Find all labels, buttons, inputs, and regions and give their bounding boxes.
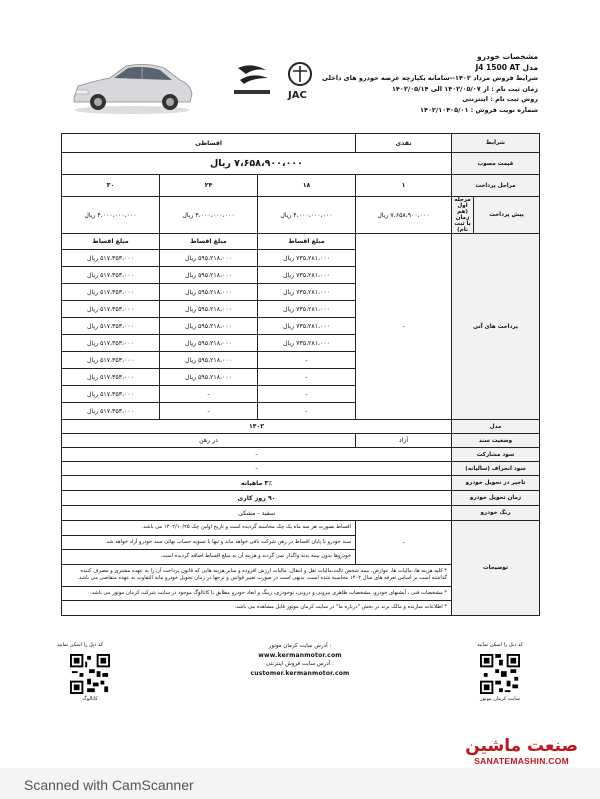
price-table xyxy=(61,133,540,616)
cash-future-dash: - xyxy=(356,234,452,420)
first-stage-text: مرحله اول xyxy=(454,197,471,209)
inst-cell: ۵۱۷،۳۵۳،۰۰۰ ریال xyxy=(62,335,160,352)
inst-cell: - xyxy=(258,403,356,420)
inst-cell: ۵۹۵،۲۱۸،۰۰۰ ریال xyxy=(160,352,258,369)
payment-stages-row xyxy=(62,175,540,197)
inst-amount-header: مبلغ اقساط xyxy=(160,234,258,250)
qr-code-website[interactable] xyxy=(480,654,520,694)
inst-cell: ۷۳۵،۲۸۱،۰۰۰ ریال xyxy=(258,267,356,284)
inst-cell: ۵۹۵،۲۱۸،۰۰۰ ریال xyxy=(160,267,258,284)
watermark-english: SANATEMASHIN.COM xyxy=(474,756,570,766)
approved-price-row xyxy=(62,153,540,175)
sales-label: آدرس سایت فروش اینترنتی : xyxy=(266,661,334,667)
label-approved-price: قیمت مصوب xyxy=(452,153,540,175)
inst-cell: ۵۱۷،۳۵۳،۰۰۰ ریال xyxy=(62,284,160,301)
label-prepayment: پیش پرداخت xyxy=(474,197,540,234)
watermark xyxy=(465,736,578,766)
installment-header-row xyxy=(62,234,540,250)
prepayment-row xyxy=(62,197,540,234)
label-conditions: شرایط xyxy=(452,134,540,153)
cash-header: نقدی xyxy=(356,134,452,153)
inst-cell: ۵۱۷،۳۵۳،۰۰۰ ریال xyxy=(62,369,160,386)
note-general: * کلیه هزینه ها، مالیات ها، عوارض، بیمه شخص ثالث،مالیات نقل و انتقال، مالیات ارزش افزوده و سایر هزینه هایی که قانون پرداخت آن را به عهده مشتری و مصرف کننده گذاشته است بر اساس تعرفه های سال ۱۴۰۲ محاسبه شده است، بدیهی است در صورت تغییر قوانین و نرخها در زمان تحویل خودرو مابه التفاوت به عهده متقاضی می باشد. xyxy=(62,564,452,586)
color-row xyxy=(62,506,540,521)
doc-status-cash: آزاد xyxy=(356,434,452,448)
note-installment: خودروها بدون بیمه بدنه واگذار نمی گردند و هزینه آن به مبلغ اقساط اضافه گردیده است. xyxy=(62,550,356,565)
inst-cell: ۵۹۵،۲۱۸،۰۰۰ ریال xyxy=(160,335,258,352)
note-installment: سند خودرو تا پایان اقساط در رهن شرکت باقی خواهد ماند و تنها با تسویه حساب نهائی سند خودرو آزاد خواهد شد. xyxy=(62,535,356,550)
scanner-bar xyxy=(0,768,600,799)
inst-cell: ۵۱۷،۳۵۳،۰۰۰ ریال xyxy=(62,352,160,369)
inst-cell: ۷۳۵،۲۸۱،۰۰۰ ریال xyxy=(258,301,356,318)
site-url[interactable]: www.kermanmotor.com xyxy=(258,652,342,659)
model-year: ۱۴۰۲ xyxy=(62,420,452,434)
inst-amount-header: مبلغ اقساط xyxy=(62,234,160,250)
doc-status-row xyxy=(62,434,540,448)
label-delay-penalty: تاخیر در تحویل خودرو xyxy=(452,476,540,491)
inst-cell: ۷۳۵،۲۸۱،۰۰۰ ریال xyxy=(258,318,356,335)
doc-status-installment: در رهن xyxy=(62,434,356,448)
inst-cell: ۵۹۵،۲۱۸،۰۰۰ ریال xyxy=(160,369,258,386)
kerman-motor-logo xyxy=(234,65,270,94)
notes-row-1 xyxy=(62,521,540,536)
inst-cell: - xyxy=(258,386,356,403)
prepay-cell: ۴،۰۰۰،۰۰۰،۰۰۰ ریال xyxy=(62,197,160,234)
stage-cell: ۲۴ xyxy=(160,175,258,197)
qr-left-caption-bottom: کاتالوگ xyxy=(82,696,98,702)
document-header xyxy=(0,0,600,135)
label-color: رنگ خودرو xyxy=(452,506,540,521)
delay-profit-value: - xyxy=(62,462,452,476)
participation-row xyxy=(62,448,540,462)
model-row xyxy=(62,420,540,434)
delay-penalty-value: ۳٪ ماهیانه xyxy=(62,476,452,491)
qr-code-catalog[interactable] xyxy=(70,654,110,694)
conditions-row xyxy=(62,134,540,153)
installment-header: اقساطی xyxy=(62,134,356,153)
footer-links xyxy=(210,642,390,678)
spec-block xyxy=(288,52,538,116)
delay-profit-row xyxy=(62,462,540,476)
color-value: سفید - مشکی xyxy=(62,506,452,521)
batch-number: شماره نوبت فروش : ۱۴۰۲/۱۰۴۰۵/۰۱ xyxy=(420,105,538,114)
label-first-stage xyxy=(452,197,474,234)
label-future-payments: پرداخت های آتی xyxy=(452,234,540,420)
stage-cell: ۱ xyxy=(356,175,452,197)
note-general: * مشخصات فنی ، آپشنهای خودرو، مشخصات ظاهری بیرونی و درونی، نوخودزی، رینگ و ابعاد خودرو مطابق با کاتالوگ موجود در سایت شرکت کرمان موتور می باشد. xyxy=(62,586,452,601)
delay-penalty-row xyxy=(62,476,540,491)
note-installment: اقساط بصورت هر سه ماه یک چک محاسبه گردیده است و تاریخ اولین چک ۱۴۰۲/۱۰/۲۵ می باشد. xyxy=(62,521,356,536)
car-image xyxy=(68,54,196,116)
stage-cell: ۱۸ xyxy=(258,175,356,197)
inst-cell: ۵۱۷،۳۵۳،۰۰۰ ریال xyxy=(62,403,160,420)
note-general: * اطلاعات سازنده و مالک برند در بخش "درباره ما" در سایت کرمان موتور قابل مشاهده می باشد. xyxy=(62,601,452,616)
prepay-cell: ۴،۰۰۰،۰۰۰،۰۰۰ ریال xyxy=(258,197,356,234)
inst-cell: - xyxy=(258,369,356,386)
inst-cell: ۵۱۷،۳۵۳،۰۰۰ ریال xyxy=(62,301,160,318)
model-line: مدل J4 1500 AT xyxy=(475,62,538,72)
delivery-time-row xyxy=(62,491,540,506)
inst-cell: - xyxy=(160,403,258,420)
spec-title: مشخصات خودرو xyxy=(477,52,538,61)
prepay-cell: ۷،۶۵۸،۹۰۰،۰۰۰ ریال xyxy=(356,197,452,234)
register-time: زمان ثبت نام : از ۱۴۰۲/۰۵/۰۷ الی ۱۴۰۲/۰۵/۱۴ xyxy=(391,84,538,93)
notes-cash-dash: - xyxy=(356,521,452,565)
site-label: آدرس سایت کرمان موتور : xyxy=(268,643,332,649)
sale-terms: شرایط فروش مرداد ۱۴۰۲--سامانه یکپارچه عرضه خودرو های داخلی xyxy=(321,74,538,83)
label-notes: توضیحات xyxy=(452,521,540,616)
qr-left-caption-top: کد ذیل را اسکن نمایید xyxy=(56,642,104,648)
sales-url[interactable]: customer.kermanmotor.com xyxy=(250,670,350,677)
inst-cell: ۵۹۵،۲۱۸،۰۰۰ ریال xyxy=(160,318,258,335)
inst-cell: ۵۱۷،۳۵۳،۰۰۰ ریال xyxy=(62,318,160,335)
inst-cell: ۵۹۵،۲۱۸،۰۰۰ ریال xyxy=(160,284,258,301)
label-model: مدل xyxy=(452,420,540,434)
inst-cell: ۵۱۷،۳۵۳،۰۰۰ ریال xyxy=(62,386,160,403)
qr-right-caption-top: کد ذیل را اسکن نمایید xyxy=(476,642,524,648)
inst-cell: ۵۱۷،۳۵۳،۰۰۰ ریال xyxy=(62,267,160,284)
approved-price-value: ۷،۶۵۸،۹۰۰،۰۰۰ ریال xyxy=(62,153,452,175)
delivery-time-value: ۹۰ روز کاری xyxy=(62,491,452,506)
label-delivery-time: زمان تحویل خودرو xyxy=(452,491,540,506)
participation-value: - xyxy=(62,448,452,462)
watermark-persian: صنعت ماشین xyxy=(465,736,578,756)
stage-cell: ۳۰ xyxy=(62,175,160,197)
inst-cell: - xyxy=(258,352,356,369)
inst-cell: ۷۳۵،۲۸۱،۰۰۰ ریال xyxy=(258,284,356,301)
label-delay-profit: سود انحراف (سالیانه) xyxy=(452,462,540,476)
inst-cell: ۵۱۷،۳۵۳،۰۰۰ ریال xyxy=(62,250,160,267)
svg-text:JAC: JAC xyxy=(288,90,307,101)
inst-cell: ۷۳۵،۲۸۱،۰۰۰ ریال xyxy=(258,335,356,352)
label-participation: سود مشارکت xyxy=(452,448,540,462)
register-method: روش ثبت نام : اینترنتی xyxy=(462,95,538,104)
qr-right-caption-bottom: سایت کرمان موتور xyxy=(480,696,520,702)
label-payment-stages: مراحل پرداخت xyxy=(452,175,540,197)
document-footer xyxy=(56,642,540,714)
inst-cell: - xyxy=(160,386,258,403)
inst-amount-header: مبلغ اقساط xyxy=(258,234,356,250)
scanner-text: Scanned with CamScanner xyxy=(24,777,194,793)
first-stage-subtext: (هم زمان با ثبت نام) xyxy=(454,209,471,233)
inst-cell: ۵۹۵،۲۱۸،۰۰۰ ریال xyxy=(160,250,258,267)
inst-cell: ۵۹۵،۲۱۸،۰۰۰ ریال xyxy=(160,301,258,318)
inst-cell: ۷۳۵،۲۸۱،۰۰۰ ریال xyxy=(258,250,356,267)
prepay-cell: ۴،۰۰۰،۰۰۰،۰۰۰ ریال xyxy=(160,197,258,234)
label-doc-status: وضعیت سند xyxy=(452,434,540,448)
